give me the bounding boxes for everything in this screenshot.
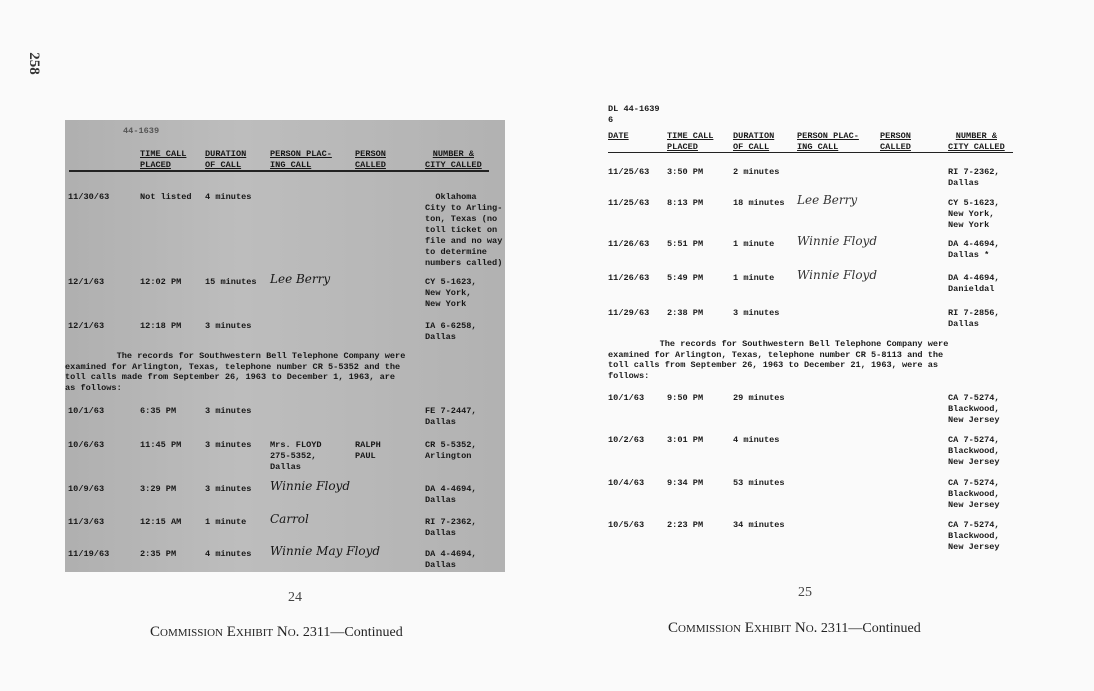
cell-time: 3:29 PM bbox=[140, 484, 177, 494]
cell-placer: Winnie Floyd bbox=[797, 268, 878, 282]
cell-duration: 3 minutes bbox=[733, 308, 780, 318]
cell-duration: 15 minutes bbox=[205, 277, 257, 287]
right-page-number: 25 bbox=[798, 585, 812, 600]
cell-duration: 34 minutes bbox=[733, 520, 785, 530]
caption-number: 2311—Continued bbox=[299, 625, 403, 640]
cell-date: 11/30/63 bbox=[68, 192, 110, 202]
cell-date: 11/26/63 bbox=[608, 239, 650, 249]
cell-date: 10/2/63 bbox=[608, 435, 645, 445]
header-rule bbox=[69, 170, 489, 172]
cell-number: RI 7-2362, Dallas bbox=[948, 167, 1000, 188]
cell-date: 11/26/63 bbox=[608, 273, 650, 283]
file-number: 44-1639 bbox=[123, 126, 160, 136]
cell-time: 12:18 PM bbox=[140, 321, 182, 331]
cell-number: RI 7-2362, Dallas bbox=[425, 517, 477, 538]
cell-placer: Winnie May Floyd bbox=[270, 544, 381, 558]
cell-date: 11/29/63 bbox=[608, 308, 650, 318]
column-header: TIME CALL PLACED bbox=[140, 149, 187, 170]
cell-time: Not listed bbox=[140, 192, 192, 202]
cell-time: 3:01 PM bbox=[667, 435, 704, 445]
cell-duration: 29 minutes bbox=[733, 393, 785, 403]
cell-duration: 4 minutes bbox=[205, 192, 252, 202]
cell-number: DA 4-4694, Dallas * bbox=[948, 239, 1000, 260]
cell-date: 12/1/63 bbox=[68, 321, 105, 331]
cell-duration: 3 minutes bbox=[205, 440, 252, 450]
cell-date: 10/6/63 bbox=[68, 440, 105, 450]
cell-duration: 3 minutes bbox=[205, 484, 252, 494]
column-header: PERSON CALLED bbox=[355, 149, 386, 170]
cell-time: 6:35 PM bbox=[140, 406, 177, 416]
cell-time: 2:38 PM bbox=[667, 308, 704, 318]
cell-duration: 1 minute bbox=[733, 273, 775, 283]
cell-time: 8:13 PM bbox=[667, 198, 704, 208]
cell-time: 9:50 PM bbox=[667, 393, 704, 403]
cell-number: DA 4-4694, Danieldal bbox=[948, 273, 1000, 294]
left-caption bbox=[150, 624, 403, 641]
cell-number: IA 6-6258, Dallas bbox=[425, 321, 477, 342]
side-page-number: 258 bbox=[25, 52, 42, 75]
cell-duration: 53 minutes bbox=[733, 478, 785, 488]
cell-time: 12:15 AM bbox=[140, 517, 182, 527]
cell-number: DA 4-4694, Dallas bbox=[425, 549, 477, 570]
cell-number: CY 5-1623, New York, New York bbox=[425, 277, 477, 309]
right-caption bbox=[668, 620, 921, 637]
cell-placer: Lee Berry bbox=[797, 193, 858, 207]
cell-number: CA 7-5274, Blackwood, New Jersey bbox=[948, 435, 1000, 467]
right-sheet-number: 6 bbox=[608, 115, 614, 125]
right-file-number: DL 44-1639 bbox=[608, 104, 660, 114]
cell-date: 11/19/63 bbox=[68, 549, 110, 559]
cell-number: CY 5-1623, New York, New York bbox=[948, 198, 1000, 230]
cell-time: 3:50 PM bbox=[667, 167, 704, 177]
cell-number: CA 7-5274, Blackwood, New Jersey bbox=[948, 478, 1000, 510]
cell-called: RALPH PAUL bbox=[355, 440, 381, 461]
cell-duration: 3 minutes bbox=[205, 406, 252, 416]
left-page-photocopy bbox=[65, 120, 505, 572]
left-page-number: 24 bbox=[288, 590, 302, 605]
records-paragraph: The records for Southwestern Bell Telephone Company were examined for Arlington, Texas, telephone number CR 5-5352 and the toll calls made from September 26, 1963 to December 1, 1963, are as follows: bbox=[65, 351, 406, 393]
right-header-rule bbox=[608, 152, 1013, 153]
cell-duration: 2 minutes bbox=[733, 167, 780, 177]
cell-placer: Carrol bbox=[270, 512, 309, 526]
cell-date: 10/5/63 bbox=[608, 520, 645, 530]
column-header: DURATION OF CALL bbox=[733, 131, 775, 152]
cell-date: 10/9/63 bbox=[68, 484, 105, 494]
cell-time: 5:51 PM bbox=[667, 239, 704, 249]
cell-time: 2:35 PM bbox=[140, 549, 177, 559]
column-header: NUMBER & CITY CALLED bbox=[425, 149, 482, 170]
caption-label: Commission Exhibit No. bbox=[150, 624, 300, 640]
column-header: NUMBER & CITY CALLED bbox=[948, 131, 1005, 152]
cell-time: 5:49 PM bbox=[667, 273, 704, 283]
right-records-paragraph: The records for Southwestern Bell Telephone Company were examined for Arlington, Texas, telephone number CR 5-8113 and the toll calls from September 26, 1963 to December 21, 1963, were as follows: bbox=[608, 339, 949, 381]
column-header: PERSON CALLED bbox=[880, 131, 911, 152]
cell-date: 12/1/63 bbox=[68, 277, 105, 287]
cell-number: Oklahoma City to Arling- ton, Texas (no toll ticket on file and no way to determine numbers called) bbox=[425, 192, 503, 268]
cell-duration: 3 minutes bbox=[205, 321, 252, 331]
column-header: DURATION OF CALL bbox=[205, 149, 247, 170]
column-header: TIME CALL PLACED bbox=[667, 131, 714, 152]
cell-duration: 18 minutes bbox=[733, 198, 785, 208]
cell-number: CA 7-5274, Blackwood, New Jersey bbox=[948, 393, 1000, 425]
cell-time: 9:34 PM bbox=[667, 478, 704, 488]
cell-date: 11/3/63 bbox=[68, 517, 105, 527]
cell-date: 10/4/63 bbox=[608, 478, 645, 488]
cell-number: CA 7-5274, Blackwood, New Jersey bbox=[948, 520, 1000, 552]
cell-duration: 1 minute bbox=[205, 517, 247, 527]
cell-date: 10/1/63 bbox=[68, 406, 105, 416]
cell-number: DA 4-4694, Dallas bbox=[425, 484, 477, 505]
cell-number: FE 7-2447, Dallas bbox=[425, 406, 477, 427]
caption-label: Commission Exhibit No. bbox=[668, 620, 818, 636]
cell-placer: Winnie Floyd bbox=[797, 234, 878, 248]
cell-placer: Winnie Floyd bbox=[270, 479, 351, 493]
cell-time: 2:23 PM bbox=[667, 520, 704, 530]
column-header: PERSON PLAC- ING CALL bbox=[797, 131, 859, 152]
cell-duration: 1 minute bbox=[733, 239, 775, 249]
cell-number: RI 7-2856, Dallas bbox=[948, 308, 1000, 329]
cell-duration: 4 minutes bbox=[205, 549, 252, 559]
column-header: PERSON PLAC- ING CALL bbox=[270, 149, 332, 170]
cell-placer: Lee Berry bbox=[270, 272, 331, 286]
cell-date: 11/25/63 bbox=[608, 198, 650, 208]
cell-date: 10/1/63 bbox=[608, 393, 645, 403]
caption-number: 2311—Continued bbox=[817, 621, 921, 636]
cell-date: 11/25/63 bbox=[608, 167, 650, 177]
cell-time: 12:02 PM bbox=[140, 277, 182, 287]
cell-duration: 4 minutes bbox=[733, 435, 780, 445]
cell-placer: Mrs. FLOYD 275-5352, Dallas bbox=[270, 440, 322, 472]
cell-time: 11:45 PM bbox=[140, 440, 182, 450]
cell-number: CR 5-5352, Arlington bbox=[425, 440, 477, 461]
column-header: DATE bbox=[608, 131, 629, 141]
